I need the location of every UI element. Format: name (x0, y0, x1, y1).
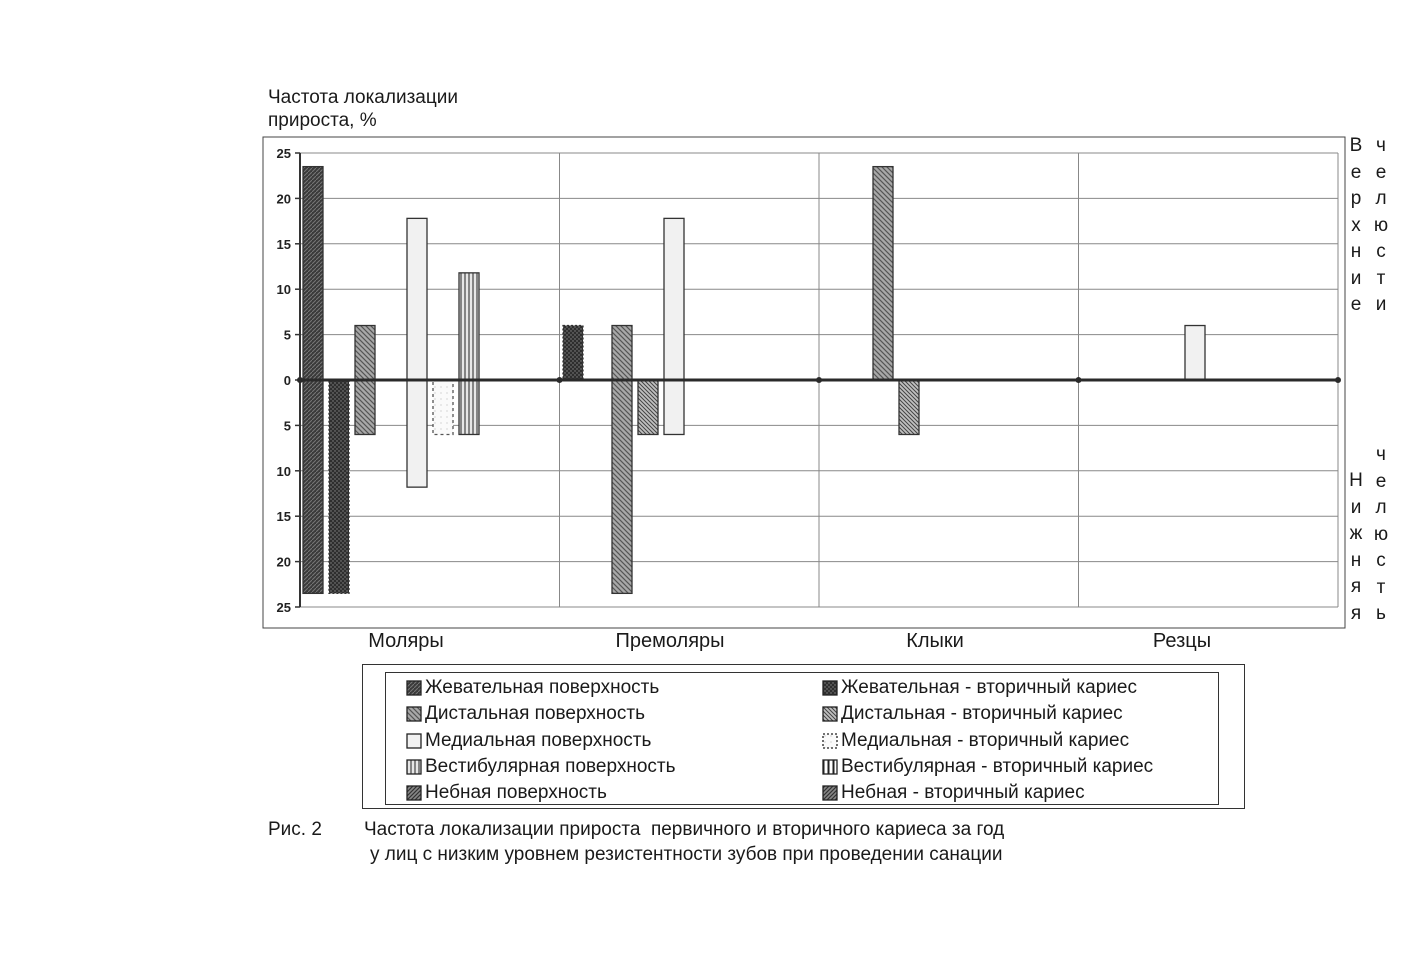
upper-jaw-label-col2 (1372, 133, 1390, 319)
legend-box (385, 672, 1219, 805)
vertical-letter: ь (1376, 603, 1386, 624)
y-axis-label: Частота локализации прироста, % (268, 87, 458, 131)
bar-upper (612, 326, 632, 380)
legend-label: Небная - вторичный кариес (841, 782, 1085, 804)
legend-item (822, 675, 1137, 701)
bar-upper (563, 326, 583, 380)
lower-jaw-label-col2 (1372, 442, 1390, 628)
legend-swatch-icon (822, 733, 838, 749)
category-label-incisors: Резцы (1152, 630, 1212, 652)
zero-axis-marker (557, 377, 563, 383)
vertical-letter: е (1350, 294, 1362, 315)
zero-axis-marker (1335, 377, 1341, 383)
legend-swatch-icon (406, 733, 422, 749)
vertical-letter: и (1350, 496, 1362, 518)
bar-upper (459, 273, 479, 380)
legend-swatch-icon (406, 706, 422, 722)
bar-lower (459, 380, 479, 434)
legend-swatch-icon (822, 759, 838, 775)
bar-lower (612, 380, 632, 593)
vertical-letter: ж (1349, 523, 1363, 544)
vertical-letter: т (1376, 267, 1386, 289)
vertical-letter: н (1350, 549, 1362, 571)
vertical-letter: с (1376, 241, 1386, 262)
bar-upper (1185, 326, 1205, 380)
legend-swatch-icon (406, 759, 422, 775)
y-tick-label: 10 (276, 282, 291, 298)
bar-lower (664, 380, 684, 434)
figure-number: Рис. 2 (268, 819, 322, 840)
y-tick-label: 25 (276, 146, 291, 161)
legend-item (822, 780, 1085, 806)
legend-label: Вестибулярная - вторичный кариес (841, 755, 1154, 777)
legend-label: Жевательная - вторичный кариес (841, 677, 1137, 698)
legend-label: Небная поверхность (425, 782, 607, 804)
vertical-letter: ю (1373, 523, 1389, 545)
legend-item (822, 701, 1123, 727)
lower-jaw-label-col1 (1347, 468, 1365, 627)
y-tick-label: 25 (276, 600, 291, 615)
vertical-letter: р (1350, 188, 1362, 209)
zero-axis-marker (297, 377, 303, 383)
vertical-letter: л (1375, 497, 1387, 518)
y-tick-label: 10 (276, 463, 291, 479)
vertical-letter: я (1350, 576, 1362, 597)
legend-swatch-icon (822, 680, 838, 696)
bar-upper (664, 218, 684, 380)
legend-item (822, 754, 1153, 780)
y-tick-label: 20 (276, 554, 291, 570)
legend-label: Вестибулярная поверхность (425, 755, 676, 777)
figure-caption-line2: у лиц с низким уровнем резистентности зубов при проведении санации (370, 844, 1003, 865)
legend-swatch-icon (822, 785, 838, 801)
category-label-canines: Клыки (906, 630, 964, 652)
vertical-letter: ч (1376, 444, 1386, 465)
legend (362, 664, 1245, 809)
vertical-letter: т (1376, 576, 1386, 598)
legend-swatch-icon (822, 706, 838, 722)
vertical-letter: е (1375, 161, 1387, 183)
bar-lower (407, 380, 427, 487)
vertical-letter: ч (1376, 135, 1386, 156)
legend-swatch-icon (406, 785, 422, 801)
vertical-letter: е (1350, 161, 1362, 183)
y-tick-label: 15 (276, 509, 291, 525)
legend-item (406, 754, 676, 780)
legend-label: Медиальная поверхность (425, 729, 652, 751)
legend-item (406, 780, 607, 806)
vertical-letter: я (1350, 602, 1362, 624)
bar-lower (303, 380, 323, 593)
bar-lower (329, 380, 349, 593)
vertical-letter: В (1349, 135, 1363, 156)
bar-upper (873, 167, 893, 380)
vertical-letter: е (1375, 470, 1387, 492)
vertical-letter: ю (1373, 214, 1389, 236)
y-tick-label: 0 (283, 373, 291, 388)
y-tick-label: 15 (276, 236, 291, 252)
legend-item (406, 675, 659, 701)
legend-item (406, 728, 651, 754)
bar-lower (638, 380, 658, 434)
legend-label: Дистальная поверхность (425, 703, 645, 725)
legend-label: Дистальная - вторичный кариес (841, 703, 1123, 725)
category-label-premolars: Премоляры (615, 630, 725, 652)
vertical-letter: Н (1349, 470, 1363, 491)
zero-axis-marker (1076, 377, 1082, 383)
bar-lower (355, 380, 375, 434)
vertical-letter: н (1350, 241, 1362, 262)
legend-item (822, 728, 1129, 754)
legend-item (406, 701, 645, 727)
vertical-letter: и (1350, 267, 1362, 289)
legend-label: Медиальная - вторичный кариес (841, 729, 1130, 751)
legend-label: Жевательная поверхность (425, 677, 660, 698)
y-tick-label: 5 (283, 327, 291, 343)
y-tick-label: 20 (276, 191, 291, 207)
bar-lower (433, 380, 453, 434)
vertical-letter: и (1375, 294, 1387, 315)
vertical-letter: х (1351, 214, 1361, 236)
bar-upper (303, 167, 323, 380)
zero-axis-marker (816, 377, 822, 383)
bar-upper (407, 218, 427, 380)
legend-swatch-icon (406, 680, 422, 696)
category-label-molars: Моляры (368, 630, 444, 652)
bar-lower (899, 380, 919, 434)
upper-jaw-label-col1 (1347, 133, 1365, 319)
y-tick-label: 5 (283, 418, 291, 434)
figure-caption-line1: Частота локализации прироста первичного и вторичного кариеса за год (364, 819, 1005, 840)
vertical-letter: л (1375, 188, 1387, 209)
vertical-letter: с (1376, 550, 1386, 571)
bar-upper (355, 326, 375, 380)
